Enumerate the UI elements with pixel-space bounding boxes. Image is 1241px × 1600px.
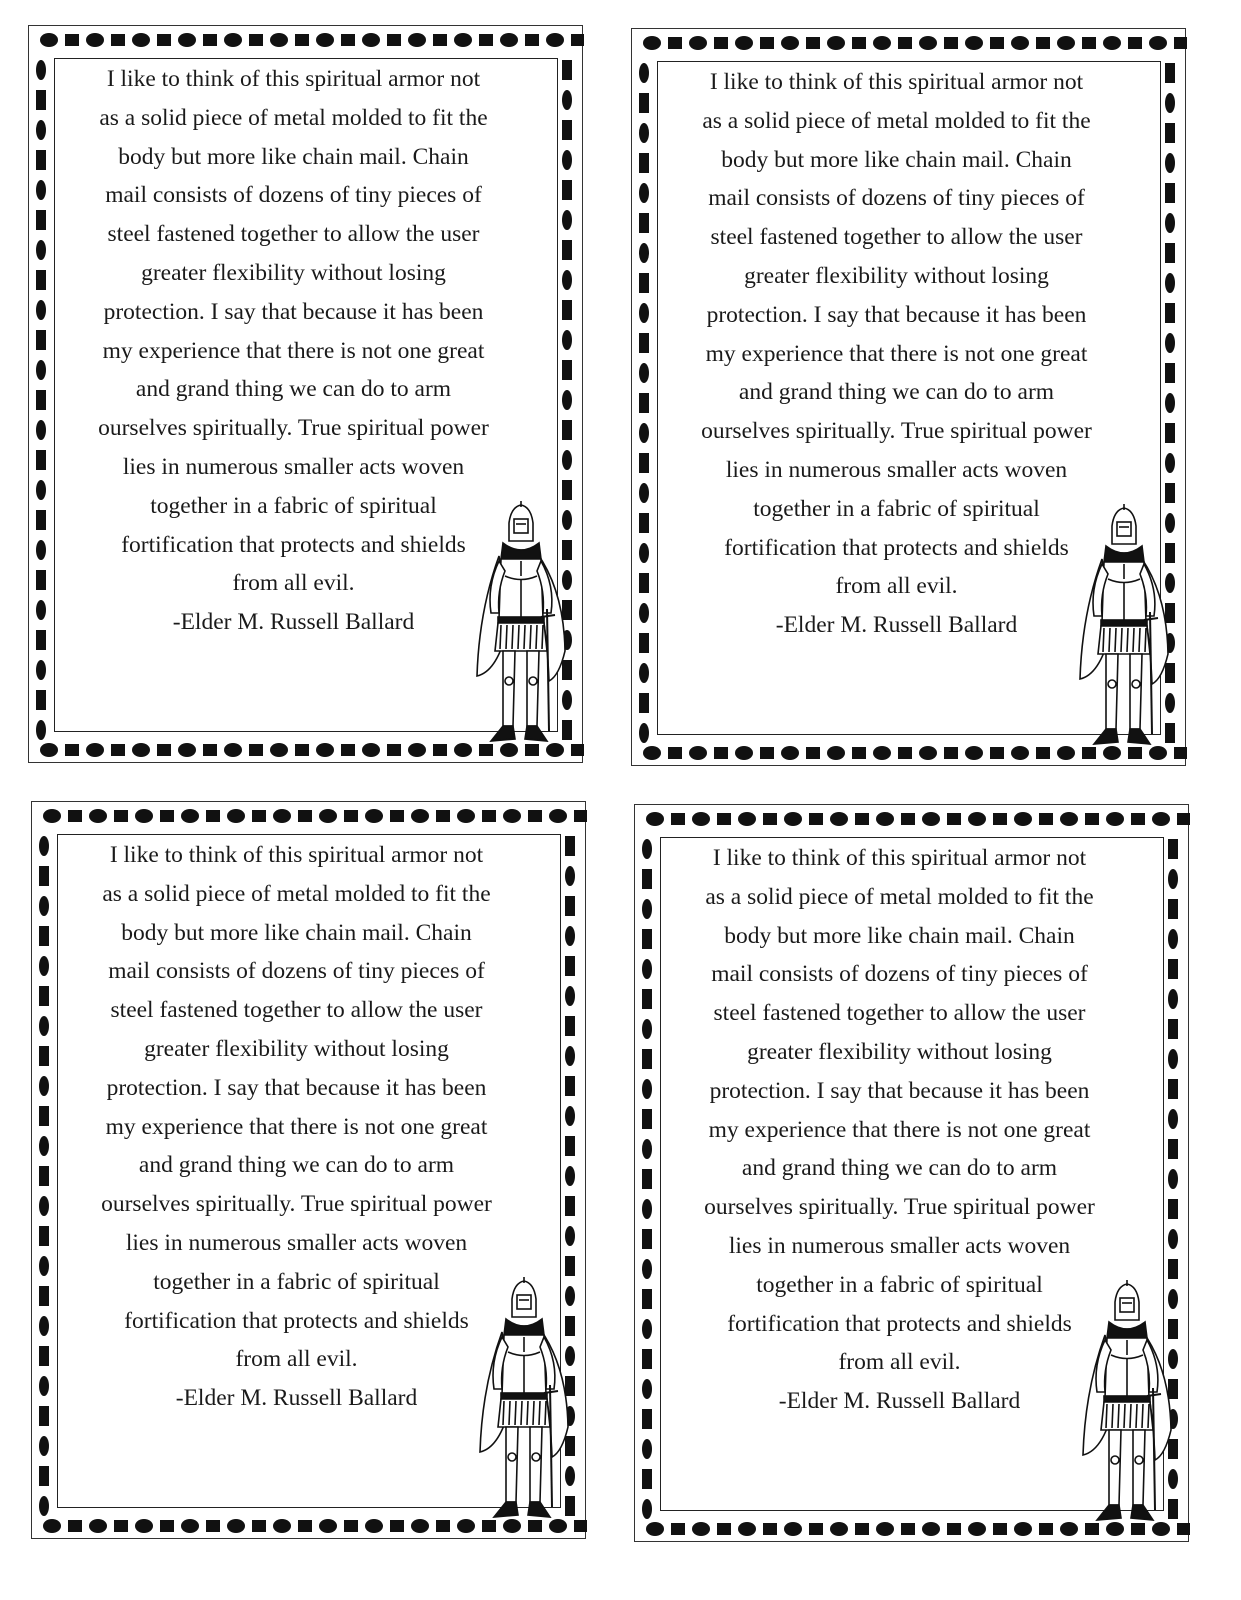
knight-icon	[1075, 1280, 1175, 1525]
quote-line: steel fastened together to allow the user	[710, 224, 1083, 251]
quote-line: fortification that protects and shields	[727, 1310, 1072, 1337]
quote-line: my experience that there is not one great	[705, 340, 1088, 367]
quote-line: as a solid piece of metal molded to fit the	[705, 883, 1094, 910]
quote-line: I like to think of this spiritual armor not	[712, 845, 1087, 871]
quote-line: my experience that there is not one great	[102, 337, 485, 364]
quote-card	[31, 801, 586, 1539]
quote-line: lies in numerous smaller acts woven	[728, 1232, 1071, 1259]
quote-line: from all evil.	[232, 570, 355, 597]
knight-icon	[472, 1277, 572, 1522]
quote-line: mail consists of dozens of tiny pieces of	[708, 185, 1085, 212]
quote-line: mail consists of dozens of tiny pieces of	[108, 958, 485, 985]
quote-line: I like to think of this spiritual armor not	[109, 842, 484, 868]
quote-line: ourselves spiritually. True spiritual power	[704, 1194, 1095, 1221]
quote-line: protection. I say that because it has been	[709, 1077, 1090, 1104]
quote-line: greater flexibility without losing	[144, 1035, 449, 1062]
quote-line: as a solid piece of metal molded to fit the	[99, 104, 488, 131]
quote-line: body but more like chain mail. Chain	[121, 919, 472, 946]
quote-line: together in a fabric of spiritual	[153, 1268, 440, 1295]
quote-line: from all evil.	[235, 1346, 358, 1373]
quote-line: protection. I say that because it has been	[706, 301, 1087, 328]
quote-attribution: -Elder M. Russell Ballard	[778, 1388, 1021, 1415]
quote-line: fortification that protects and shields	[124, 1307, 469, 1334]
quote-line: steel fastened together to allow the user	[110, 997, 483, 1024]
quote-line: protection. I say that because it has been	[106, 1074, 487, 1101]
quote-line: fortification that protects and shields	[724, 534, 1069, 561]
quote-line: body but more like chain mail. Chain	[118, 143, 469, 170]
quote-line: mail consists of dozens of tiny pieces of	[105, 182, 482, 209]
quote-line: my experience that there is not one great	[708, 1116, 1091, 1143]
quote-line: protection. I say that because it has been	[103, 298, 484, 325]
quote-attribution: -Elder M. Russell Ballard	[175, 1385, 418, 1412]
knight-icon	[469, 501, 569, 746]
quote-line: steel fastened together to allow the user	[107, 221, 480, 248]
quote-line: steel fastened together to allow the user	[713, 1000, 1086, 1027]
quote-line: greater flexibility without losing	[141, 259, 446, 286]
quote-line: and grand thing we can do to arm	[738, 379, 1055, 406]
knight-icon	[1072, 504, 1172, 749]
quote-line: as a solid piece of metal molded to fit the	[102, 880, 491, 907]
quote-attribution: -Elder M. Russell Ballard	[775, 612, 1018, 639]
quote-line: mail consists of dozens of tiny pieces of	[711, 961, 1088, 988]
quote-line: and grand thing we can do to arm	[741, 1155, 1058, 1182]
quote-line: together in a fabric of spiritual	[150, 492, 437, 519]
quote-line: together in a fabric of spiritual	[756, 1271, 1043, 1298]
quote-line: lies in numerous smaller acts woven	[122, 453, 465, 480]
quote-line: body but more like chain mail. Chain	[724, 922, 1075, 949]
quote-line: together in a fabric of spiritual	[753, 495, 1040, 522]
quote-line: body but more like chain mail. Chain	[721, 146, 1072, 173]
quote-line: from all evil.	[838, 1349, 961, 1376]
quote-line: ourselves spiritually. True spiritual power	[701, 418, 1092, 445]
quote-card	[634, 804, 1189, 1542]
quote-line: and grand thing we can do to arm	[135, 376, 452, 403]
quote-line: and grand thing we can do to arm	[138, 1152, 455, 1179]
quote-line: ourselves spiritually. True spiritual power	[101, 1191, 492, 1218]
quote-line: from all evil.	[835, 573, 958, 600]
quote-line: I like to think of this spiritual armor not	[106, 66, 481, 92]
quote-line: I like to think of this spiritual armor not	[709, 69, 1084, 95]
quote-line: lies in numerous smaller acts woven	[125, 1229, 468, 1256]
quote-line: fortification that protects and shields	[121, 531, 466, 558]
quote-card	[631, 28, 1186, 766]
quote-line: greater flexibility without losing	[747, 1038, 1052, 1065]
quote-card	[28, 25, 583, 763]
quote-line: my experience that there is not one great	[105, 1113, 488, 1140]
quote-line: greater flexibility without losing	[744, 262, 1049, 289]
quote-line: ourselves spiritually. True spiritual power	[98, 415, 489, 442]
quote-line: lies in numerous smaller acts woven	[725, 456, 1068, 483]
quote-attribution: -Elder M. Russell Ballard	[172, 609, 415, 636]
quote-line: as a solid piece of metal molded to fit the	[702, 107, 1091, 134]
